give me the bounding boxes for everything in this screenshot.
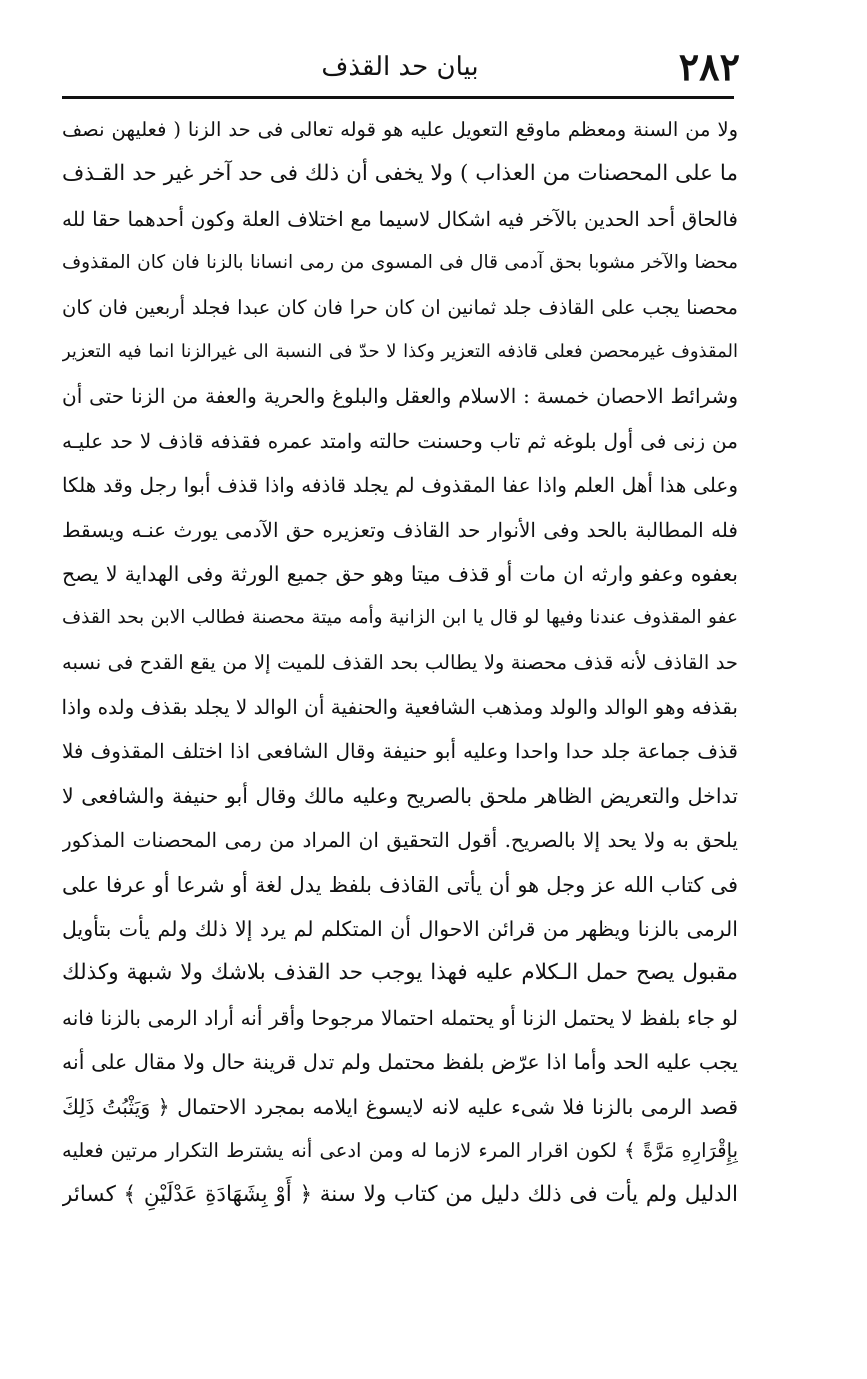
- text-line: محصنا يجب على القاذف جلد ثمانين ان كان حرا فان كان عبدا فجلد أربعين فان كان: [62, 295, 738, 319]
- text-line: المقذوف غيرمحصن فعلى قاذفه التعزير وكذا لا حدّ فى النسبة الى غيرالزنا انما فيه التعزير: [62, 340, 738, 362]
- text-line: عفو المقذوف عندنا وفيها لو قال يا ابن الزانية وأمه ميتة محصنة فطالب الابن بحد القذف: [62, 607, 738, 629]
- text-line: يجب عليه الحد وأما اذا عرّض بلفظ محتمل ولم تدل قرينة حال ولا مقال على أنه: [62, 1050, 738, 1075]
- page-header: [60, 38, 740, 96]
- text-line: بِإِقْرَارِهِ مَرَّةً ﴾ لكون اقرار المرء لازما له ومن ادعى أنه يشترط التكرار مرتين فعليه: [62, 1138, 738, 1162]
- body-text: [62, 108, 738, 1218]
- text-line: بقذفه وهو الوالد والولد ومذهب الشافعية والحنفية أن الوالد لا يجلد بقذف ولده واذا: [62, 695, 738, 720]
- text-line: تداخل والتعريض الظاهر ملحق بالصريح وعليه مالك وقال أبو حنيفة والشافعى لا: [62, 783, 738, 808]
- running-title: بيان حد القذف: [321, 52, 479, 82]
- text-line: حد القاذف لأنه قذف محصنة ولا يطالب بحد القذف للميت إلا من يقع القدح فى نسبه: [62, 650, 738, 674]
- text-line: قذف جماعة جلد حدا واحدا وعليه أبو حنيفة وقال الشافعى اذا اختلف المقذوف فلا: [62, 739, 738, 764]
- text-line: فله المطالبة بالحد وفى الأنوار حد القاذف وتعزيره حق الآدمى يورث عنـه ويسقط: [62, 517, 738, 542]
- text-line: لو جاء بلفظ لا يحتمل الزنا أو يحتمله احتمالا مرجوحا وأقر أنه أراد الرمى بالزنا فانه: [62, 1005, 738, 1030]
- text-line: الرمى بالزنا ويظهر من قرائن الاحوال أن المتكلم لم يرد إلا ذلك ولم يأت بتأويل: [62, 917, 738, 942]
- text-line: قصد الرمى بالزنا فلا شىء عليه لانه لايسوغ ايلامه بمجرد الاحتمال ﴿ وَيَثْبُتُ ذَلِكَ: [62, 1094, 738, 1119]
- text-line: فالحاق أحد الحدين بالآخر فيه اشكال لاسيما مع اختلاف العلة وكون أحدهما حقا لله: [62, 206, 738, 231]
- text-line: محضا والآخر مشوبا بحق آدمى قال فى المسوى من رمى انسانا بالزنا فان كان المقذوف: [62, 252, 738, 274]
- page-number: ٢٨٢: [678, 44, 740, 89]
- text-line: مقبول يصح حمل الـكلام عليه فهذا يوجب حد القذف بلاشك ولا شبهة وكذلك: [62, 960, 738, 986]
- text-line: بعفوه وعفو وارثه ان مات أو قذف ميتا وهو حق جميع الورثة وفى الهداية لا يصح: [62, 561, 738, 586]
- text-line: فى كتاب الله عز وجل هو أن يأتى القاذف بلفظ يدل لغة أو شرعا أو عرفا على: [62, 872, 738, 897]
- text-line: يلحق به ولا يحد إلا بالصريح. أقول التحقيق ان المراد من رمى المحصنات المذكور: [62, 828, 738, 853]
- text-line: وشرائط الاحصان خمسة : الاسلام والعقل والبلوغ والحرية والعفة من الزنا حتى أن: [62, 384, 738, 409]
- text-line: من زنى فى أول بلوغه ثم تاب وحسنت حالته وامتد عمره فقذفه قاذف لا حد عليـه: [62, 428, 738, 453]
- text-line: ما على المحصنات من العذاب ) ولا يخفى أن ذلك فى حد آخر غير حد القـذف: [62, 161, 738, 187]
- text-line: الدليل ولم يأت فى ذلك دليل من كتاب ولا سنة ﴿ أَوْ بِشَهَادَةِ عَدْلَيْنِ ﴾ كسائر: [62, 1182, 738, 1208]
- text-line: ولا من السنة ومعظم ماوقع التعويل عليه هو قوله تعالى فى حد الزنا ( فعليهن نصف: [62, 118, 738, 141]
- header-rule: [62, 96, 734, 99]
- text-line: وعلى هذا أهل العلم واذا عفا المقذوف لم يجلد قاذفه واذا قذف أبوا رجل وقد هلكا: [62, 473, 738, 498]
